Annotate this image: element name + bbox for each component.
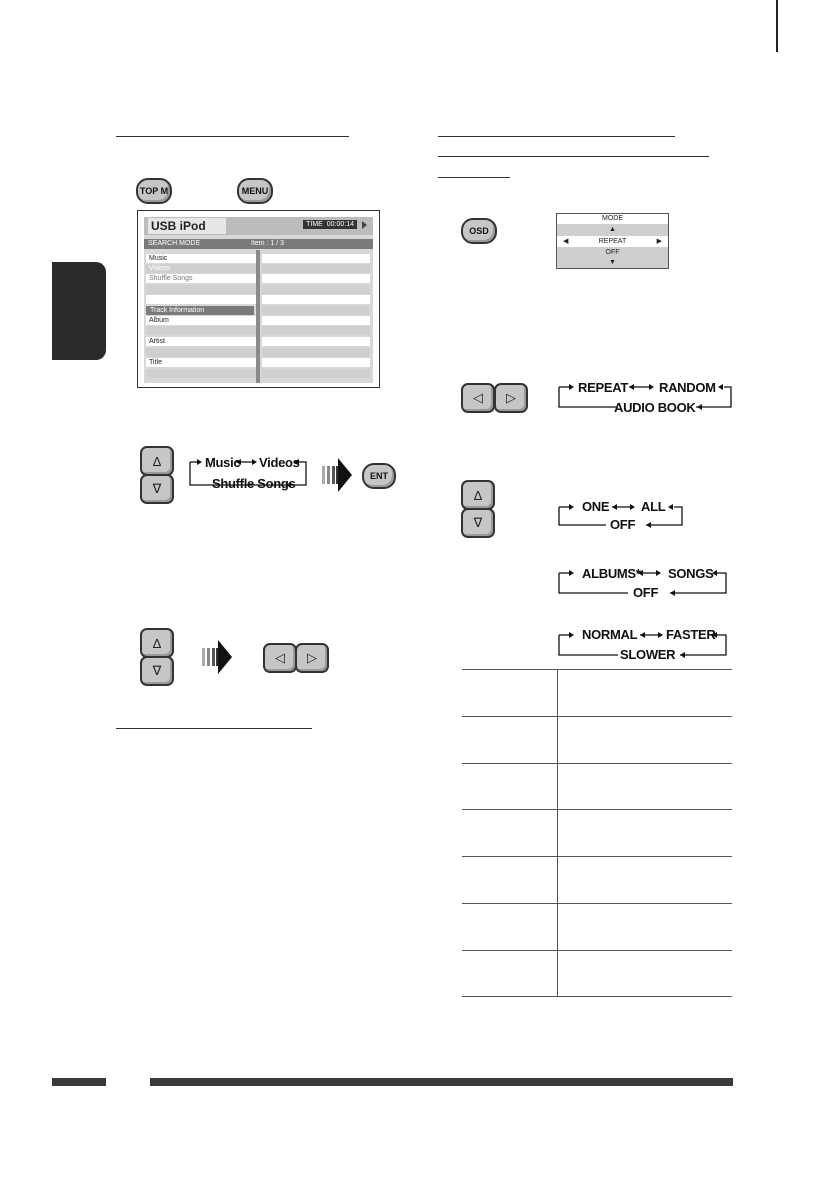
- time-label: TIME: [306, 221, 323, 228]
- right-row: [262, 316, 370, 325]
- list-item-empty: [146, 348, 256, 357]
- table-row-divider: [462, 996, 732, 997]
- cycle-normal: NORMAL: [582, 627, 638, 642]
- right-row: [262, 326, 370, 335]
- table-row-divider: [462, 950, 732, 951]
- language-side-tab: [52, 262, 106, 360]
- heading-rule: [438, 156, 709, 157]
- right-button[interactable]: [494, 383, 528, 413]
- track-info-bar: Track Information: [146, 306, 254, 315]
- table-row-divider: [462, 809, 732, 810]
- search-mode-bar: [144, 239, 373, 249]
- up-icon: ∆: [153, 453, 161, 469]
- left-button[interactable]: [263, 643, 297, 673]
- top-menu-label: TOP M: [139, 186, 169, 196]
- down-icon: ∇: [152, 663, 162, 678]
- cycle-one: ONE: [582, 499, 610, 514]
- right-row: [262, 295, 370, 304]
- cycle-all: ALL: [641, 499, 666, 514]
- osd-off: OFF: [605, 249, 620, 256]
- cycle-faster: FASTER: [666, 627, 716, 642]
- title-row: Title: [146, 358, 256, 367]
- down-button[interactable]: [140, 656, 174, 686]
- up-button[interactable]: [461, 480, 495, 510]
- osd-right-arrow-icon: ▶: [656, 238, 662, 245]
- screen-title-bar: [144, 217, 373, 235]
- cycle-albums: ALBUMS*: [582, 566, 641, 581]
- right-row: [262, 254, 370, 263]
- left-button[interactable]: [461, 383, 495, 413]
- play-icon: [362, 221, 367, 229]
- down-button[interactable]: [140, 474, 174, 504]
- artist-row: Artist: [146, 337, 256, 346]
- down-icon: ∇: [152, 481, 162, 496]
- list-item-empty: [146, 326, 256, 335]
- cycle-random: RANDOM: [659, 380, 716, 395]
- item-count: Item : 1 / 3: [251, 240, 285, 247]
- page-edge-line: [776, 0, 778, 52]
- osd-up-arrow-icon: ▲: [609, 226, 616, 233]
- cycle-videos: Videos: [259, 455, 300, 470]
- heading-rule: [438, 136, 675, 137]
- osd-button[interactable]: [461, 218, 497, 244]
- down-button[interactable]: [461, 508, 495, 538]
- cycle-shuffle: Shuffle Songs: [212, 476, 296, 491]
- screen-time: [303, 220, 357, 229]
- top-menu-button[interactable]: [136, 178, 172, 204]
- down-icon: ∇: [473, 515, 483, 530]
- heading-rule: [116, 136, 349, 137]
- right-row: [262, 337, 370, 346]
- osd-label: OSD: [469, 226, 489, 236]
- left-icon: ◁: [473, 390, 483, 405]
- ent-label: ENT: [370, 471, 388, 481]
- menu-button[interactable]: [237, 178, 273, 204]
- cycle-repeat: REPEAT: [578, 380, 628, 395]
- next-step-arrow-icon: [202, 640, 232, 674]
- osd-left-arrow-icon: ◀: [563, 238, 569, 245]
- right-row: [262, 274, 370, 283]
- table-column-divider: [557, 669, 558, 996]
- right-row: [262, 285, 370, 294]
- list-item-empty: [146, 285, 256, 294]
- footer-bar-left: [52, 1078, 106, 1086]
- ent-button[interactable]: [362, 463, 396, 489]
- list-item: Videos: [146, 264, 256, 273]
- right-button[interactable]: [295, 643, 329, 673]
- osd-menu: [556, 213, 669, 269]
- right-row: [262, 369, 370, 378]
- right-row: [262, 306, 370, 315]
- heading-rule: [438, 177, 510, 178]
- list-item-empty: [146, 295, 256, 304]
- next-step-arrow-icon: [322, 458, 352, 492]
- column-divider: [256, 250, 260, 383]
- cycle-slower: SLOWER: [620, 647, 676, 662]
- ipod-menu-screen: [137, 210, 380, 388]
- table-row-divider: [462, 856, 732, 857]
- search-mode-label: SEARCH MODE: [148, 240, 201, 247]
- right-row: [262, 348, 370, 357]
- cycle-music: Music: [205, 455, 241, 470]
- right-row: [262, 264, 370, 273]
- table-row-divider: [462, 903, 732, 904]
- osd-repeat-row: [557, 236, 668, 247]
- list-item: Music: [146, 254, 256, 263]
- list-item: Shuffle Songs: [146, 274, 256, 283]
- cycle-off: OFF: [633, 585, 659, 600]
- right-icon: ▷: [506, 390, 516, 405]
- up-icon: ∆: [474, 487, 482, 503]
- footer-bar-right: [150, 1078, 733, 1086]
- osd-down-arrow-icon: ▼: [609, 259, 616, 266]
- osd-repeat: REPEAT: [598, 238, 627, 245]
- cycle-off: OFF: [610, 517, 636, 532]
- time-value: 00:00:14: [326, 221, 354, 228]
- cycle-songs: SONGS: [668, 566, 714, 581]
- up-icon: ∆: [153, 635, 161, 651]
- up-button[interactable]: [140, 446, 174, 476]
- table-row-divider: [462, 669, 732, 670]
- osd-mode: MODE: [557, 214, 668, 224]
- table-row-divider: [462, 763, 732, 764]
- heading-rule: [116, 728, 312, 729]
- up-button[interactable]: [140, 628, 174, 658]
- table-row-divider: [462, 716, 732, 717]
- list-item-empty: [146, 369, 256, 378]
- menu-label: MENU: [241, 186, 269, 196]
- screen-title: USB iPod: [148, 218, 226, 234]
- cycle-audio-book: AUDIO BOOK: [614, 400, 696, 415]
- album-row: Album: [146, 316, 256, 325]
- settings-table: [462, 669, 732, 996]
- right-row: [262, 358, 370, 367]
- left-icon: ◁: [275, 650, 285, 665]
- right-icon: ▷: [307, 650, 317, 665]
